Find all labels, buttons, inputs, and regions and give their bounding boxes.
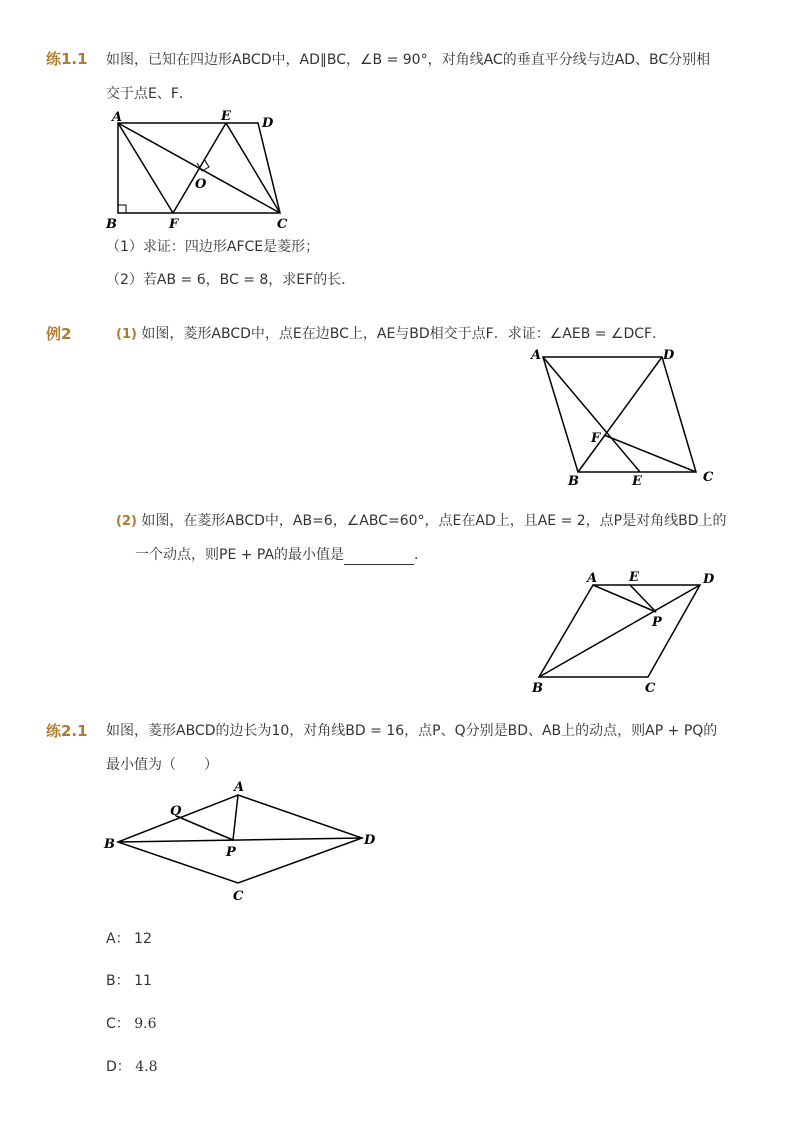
point-p-label: P — [652, 615, 662, 630]
part-1-text: 如图，菱形ABCD中，点E在边BC上，AE与BD相交于点F．求证：∠AEB = ∠DCF． — [141, 326, 667, 342]
option-c[interactable] — [106, 1013, 157, 1033]
option-a-key: A： — [106, 931, 130, 947]
part-1-number: (1) — [116, 327, 137, 342]
point-b-label: B — [106, 217, 117, 232]
part-2-text: 如图，在菱形ABCD中，AB=6，∠ABC=60°，点E在AD上，且AE = 2，点P是对角线BD上的 — [141, 513, 727, 529]
segment-qp — [181, 818, 233, 840]
point-p-label: P — [226, 845, 236, 860]
exercise-1-1-line2: 交于点E、F． — [106, 86, 193, 102]
point-f-label: F — [591, 431, 601, 446]
point-e-label: E — [629, 570, 639, 585]
point-e-label: E — [632, 474, 642, 489]
point-e-label: E — [221, 109, 231, 124]
exercise-1-1-question-1: （1）求证：四边形AFCE是菱形； — [106, 239, 320, 255]
point-b-label: B — [104, 837, 115, 852]
option-d-key: D： — [106, 1059, 131, 1075]
option-c-value: 9.6 — [134, 1016, 157, 1032]
point-a-label: A — [234, 780, 245, 795]
option-a[interactable] — [106, 928, 152, 948]
point-d-label: D — [663, 348, 675, 363]
part-2-text-before-blank: 一个动点，则PE + PA的最小值是 — [135, 547, 345, 563]
option-a-value: 12 — [134, 931, 152, 947]
example-2-label: 例2 — [46, 325, 72, 343]
option-d[interactable] — [106, 1056, 158, 1076]
option-b-value: 11 — [134, 973, 152, 989]
exercise-1-1-line1: 如图，已知在四边形ABCD中，AD∥BC，∠B = 90°，对角线AC的垂直平分线与边AD、BC分别相 — [106, 52, 711, 68]
part-2-text-after-blank: ． — [414, 547, 429, 563]
option-b[interactable] — [106, 970, 152, 990]
point-c-label: C — [645, 681, 656, 696]
point-a-label: A — [531, 348, 542, 363]
exercise-2-1-line2: 最小值为（ ） — [106, 757, 218, 773]
exercise-2-1-label: 练2.1 — [46, 722, 88, 740]
point-q-label: Q — [170, 804, 182, 819]
point-o-label: O — [195, 177, 207, 192]
diagonal-bd — [118, 838, 362, 842]
option-b-key: B： — [106, 973, 130, 989]
segment-ap — [233, 795, 238, 840]
point-d-label: D — [262, 116, 274, 131]
point-f-label: F — [169, 217, 179, 232]
part-2-number: (2) — [116, 514, 137, 529]
exercise-2-1-line1: 如图，菱形ABCD的边长为10，对角线BD = 16，点P、Q分别是BD、AB上的动点，则AP + PQ的 — [106, 723, 718, 739]
exercise-1-1-question-2: （2）若AB = 6，BC = 8，求EF的长． — [106, 272, 356, 288]
point-c-label: C — [233, 889, 244, 904]
point-b-label: B — [568, 474, 579, 489]
point-b-label: B — [532, 681, 543, 696]
option-d-value: 4.8 — [135, 1059, 158, 1075]
point-d-label: D — [703, 572, 715, 587]
option-c-key: C： — [106, 1016, 130, 1032]
point-a-label: A — [587, 571, 598, 586]
point-c-label: C — [703, 470, 714, 485]
exercise-1-1-label: 练1.1 — [46, 50, 88, 68]
point-a-label: A — [112, 110, 123, 125]
point-d-label: D — [364, 833, 376, 848]
point-c-label: C — [277, 217, 288, 232]
